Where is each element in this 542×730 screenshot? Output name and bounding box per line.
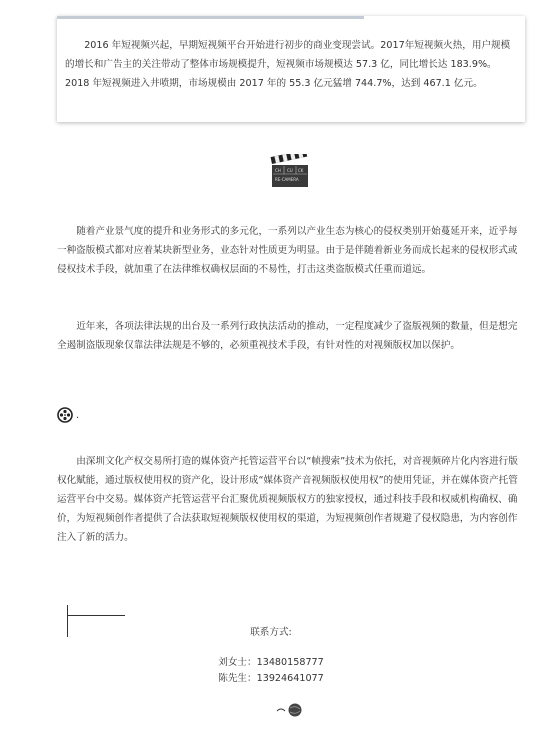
clapperboard-icon: [270, 154, 310, 188]
paragraph-3: 由深圳文化产权交易所打造的媒体资产托管运营平台以“帧搜索”技术为依托，对音视频碎片化内容进行版权化赋能，通过版权使用权的资产化，设计形成“媒体资产音视频版权使用权”的使用凭证，并在媒体资产托管运营平台中交易。媒体资产托管运营平台汇聚优质视频版权方的独家授权，通过科技手段和权威机构确权、确价，为短视频创作者提供了合法获取短视频版权使用权的渠道，为短视频创作者规避了侵权隐患，为内容创作注入了新的活力。: [57, 456, 518, 543]
svg-text:RE-CAMERA: RE-CAMERA: [275, 177, 299, 182]
corner-decoration-horizontal: [67, 615, 125, 616]
svg-text:CK: CK: [298, 168, 304, 173]
intro-quote-text: 2016 年短视频兴起，早期短视频平台开始进行初步的商业变现尝试。2017年短视频火热，用户规模的增长和广告主的关注带动了整体市场规模提升，短视频市场规模达 57.3 亿，同比增长达 183.9%。2018 年短视频进入井喷期，市场规模由 2017 年的 55.3 亿元猛增 744.7%，达到 467.1 亿元。: [65, 40, 511, 89]
contact-person-1: 刘女士：13480158777: [218, 657, 324, 668]
svg-text:CH: CH: [275, 168, 281, 173]
bullet-dot: .: [76, 410, 80, 421]
quote-accent-bar: [57, 16, 364, 19]
contact-title: 联系方式:: [250, 627, 292, 638]
paragraph-1: 随着产业景气度的提升和业务形式的多元化，一系列以产业生态为核心的侵权类别开始蔓延开来，近乎每一种盗版模式都对应着某块新型业务，业态针对性质更为明显。由于是伴随着新业务而成长起来的侵权形式或侵权技术手段，就加重了在法律维权确权层面的不易性，打击这类盗版模式任重而道远。: [57, 226, 518, 275]
contact-person-2: 陈先生：13924641077: [218, 673, 324, 684]
paragraph-2: 近年来，各项法律法规的出台及一系列行政执法活动的推动，一定程度减少了盗版视频的数量，但是想完全遏制盗版现象仅靠法律法规是不够的，必须重视技术手段，有针对性的对视频版权加以保护。: [57, 321, 518, 351]
svg-text:CU: CU: [287, 168, 293, 173]
film-reel-icon: [57, 407, 73, 423]
decorative-swirl-icon: [276, 702, 306, 718]
intro-quote-box: [57, 16, 525, 122]
